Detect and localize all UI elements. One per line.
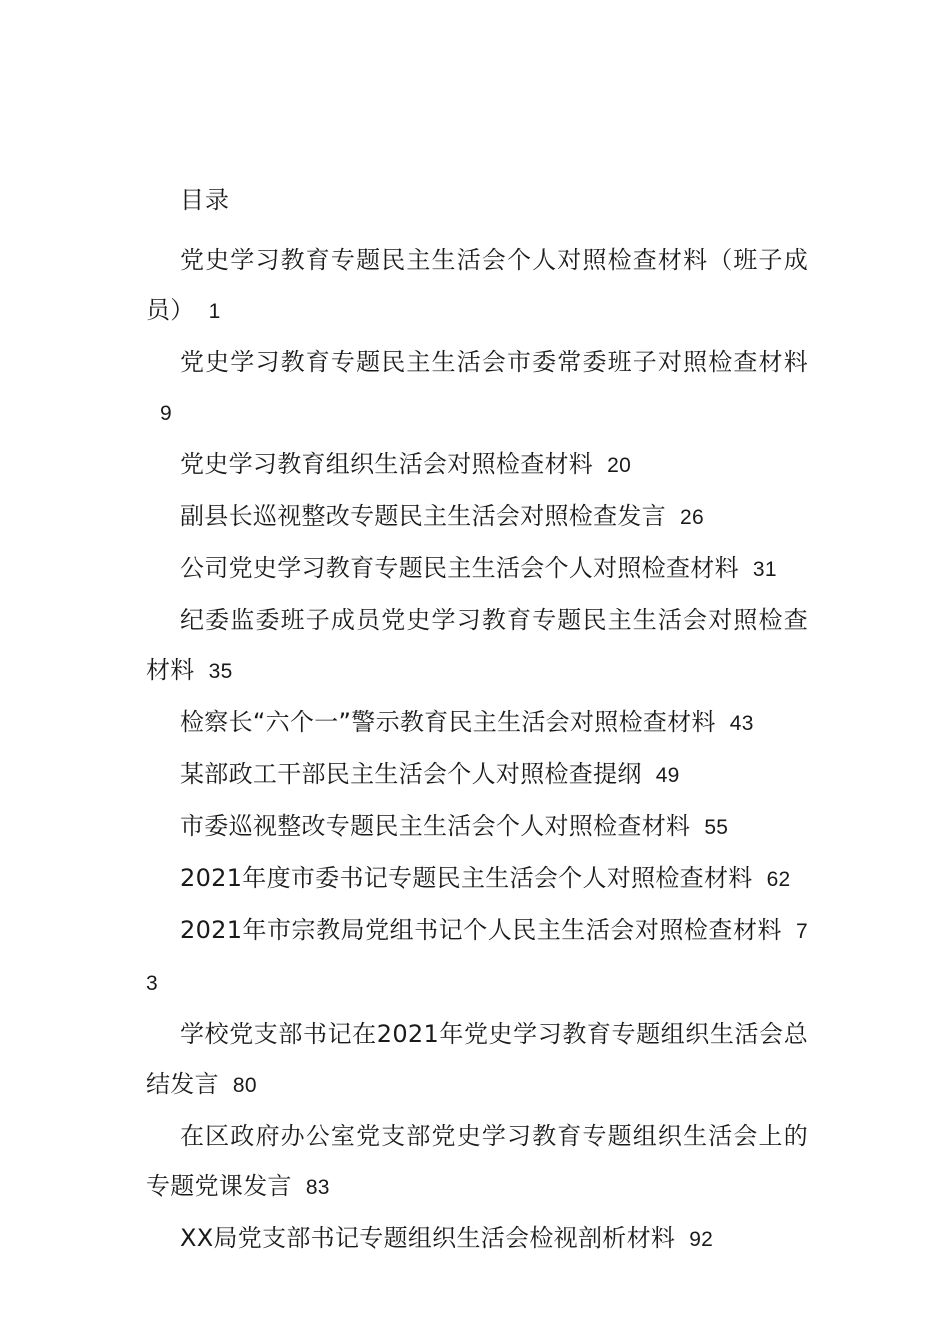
toc-entry[interactable] [146, 543, 808, 595]
toc-entry-title: 纪委监委班子成员党史学习教育专题民主生活会对照检查材料 [146, 606, 808, 684]
toc-entry-title: 党史学习教育专题民主生活会个人对照检查材料（班子成员） [146, 246, 808, 324]
toc-entry[interactable] [146, 491, 808, 543]
toc-entry-page: 92 [689, 1228, 714, 1251]
toc-entry-title: 某部政工干部民主生活会个人对照检查提纲 [180, 760, 642, 788]
toc-entry-page: 62 [766, 868, 791, 891]
toc-entry-page: 73 [146, 920, 808, 995]
toc-list [146, 235, 808, 1265]
toc-entry[interactable] [146, 439, 808, 491]
toc-entry-page: 55 [704, 816, 729, 839]
toc-entry-title: 在区政府办公室党支部党史学习教育专题组织生活会上的专题党课发言 [146, 1122, 808, 1200]
toc-entry-page: 43 [729, 712, 754, 735]
toc-entry[interactable] [146, 853, 808, 905]
toc-entry-title: XX局党支部书记专题组织生活会检视剖析材料 [180, 1224, 676, 1252]
toc-entry-title: 党史学习教育组织生活会对照检查材料 [180, 450, 594, 478]
toc-entry[interactable] [146, 749, 808, 801]
toc-entry-page: 26 [680, 506, 704, 529]
toc-entry-page: 20 [607, 454, 632, 477]
toc-entry-page: 1 [208, 300, 221, 323]
toc-entry[interactable] [146, 235, 808, 337]
toc-entry[interactable] [146, 1111, 808, 1213]
toc-entry-title: 学校党支部书记在2021年党史学习教育专题组织生活会总结发言 [146, 1020, 808, 1098]
toc-heading: 目录 [180, 186, 230, 214]
toc-entry-title: 2021年度市委书记专题民主生活会个人对照检查材料 [180, 864, 753, 892]
toc-entry-page: 80 [232, 1074, 257, 1097]
toc-entry-title: 2021年市宗教局党组书记个人民主生活会对照检查材料 [180, 916, 783, 944]
toc-entry[interactable] [146, 595, 808, 697]
toc-entry[interactable] [146, 1213, 808, 1265]
toc-entry-page: 35 [208, 660, 233, 683]
toc-entry-page: 9 [160, 402, 172, 425]
toc-entry-title: 公司党史学习教育专题民主生活会个人对照检查材料 [180, 554, 739, 582]
toc-entry-page: 31 [752, 558, 777, 581]
toc-entry[interactable] [146, 905, 808, 1009]
toc-entry-title: 检察长“六个一”警示教育民主生活会对照检查材料 [180, 708, 716, 736]
toc-entry-page: 83 [305, 1176, 330, 1199]
toc-entry-title: 党史学习教育专题民主生活会市委常委班子对照检查材料 [180, 348, 808, 376]
toc-entry-page: 49 [655, 764, 680, 787]
toc-entry[interactable] [146, 697, 808, 749]
toc-entry[interactable] [146, 337, 808, 439]
toc-entry-title: 副县长巡视整改专题民主生活会对照检查发言 [180, 502, 666, 530]
toc-entry-title: 市委巡视整改专题民主生活会个人对照检查材料 [180, 812, 691, 840]
toc-entry[interactable] [146, 801, 808, 853]
toc-entry[interactable] [146, 1009, 808, 1111]
